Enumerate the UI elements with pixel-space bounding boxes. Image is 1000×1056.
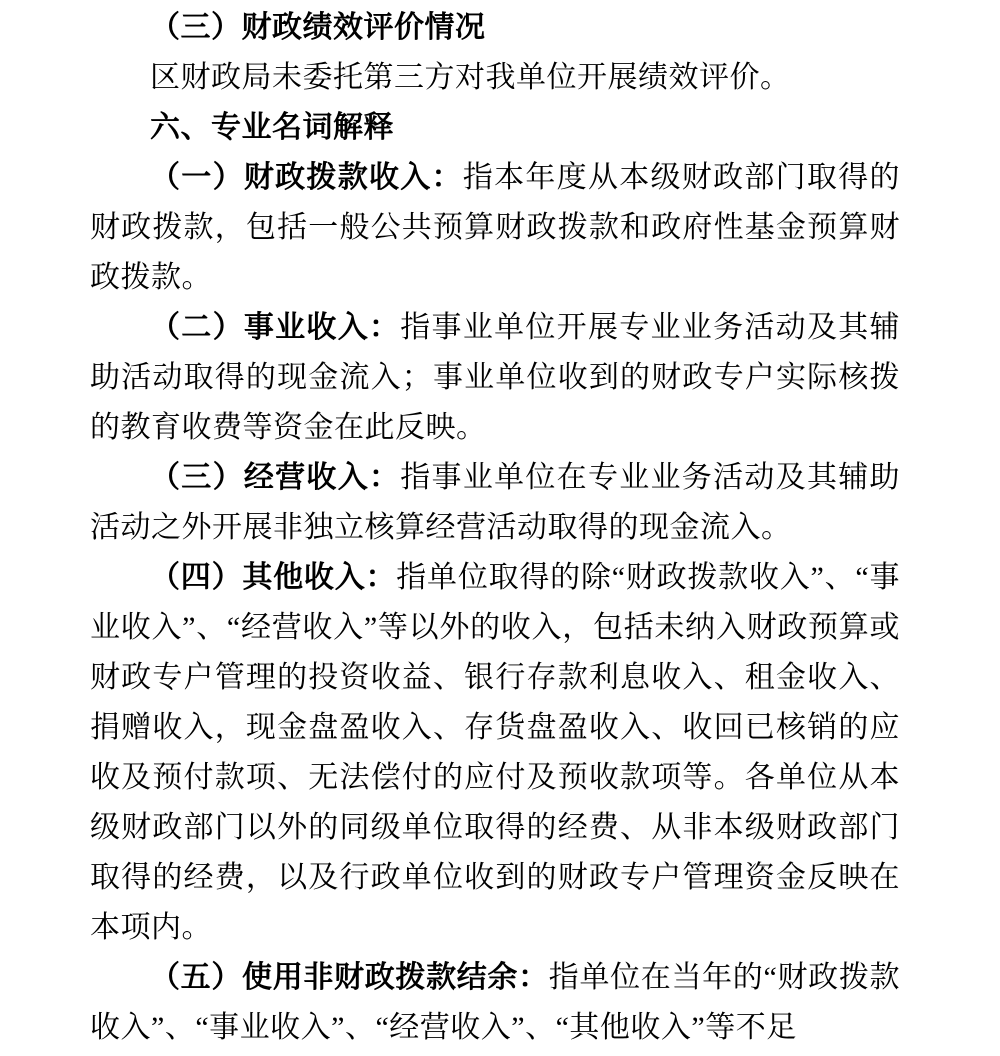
term-label-fiscal-appropriation-income: （一）财政拨款收入： bbox=[150, 161, 463, 194]
term-definition-fiscal-appropriation-income: 指本年度从本级财政部门取得的财政拨款，包括一般公共预算财政拨款和政府性基金预算财政拨款。 bbox=[90, 161, 901, 294]
paragraph-non-fiscal-balance bbox=[90, 953, 900, 1053]
paragraph-other-income bbox=[90, 553, 900, 953]
term-definition-non-fiscal-balance: 指单位在当年的“财政拨款收入”、“事业收入”、“经营收入”、“其他收入”等不足 bbox=[90, 961, 900, 1044]
term-definition-institutional-income: 指事业单位开展专业业务活动及其辅助活动取得的现金流入；事业单位收到的财政专户实际核拨的教育收费等资金在此反映。 bbox=[90, 311, 901, 444]
term-label-operating-income: （三）经营收入： bbox=[150, 461, 401, 494]
term-label-non-fiscal-balance: （五）使用非财政拨款结余： bbox=[150, 961, 549, 994]
term-label-institutional-income: （二）事业收入： bbox=[150, 311, 401, 344]
paragraph-operating-income bbox=[90, 453, 900, 553]
term-label-other-income: （四）其他收入： bbox=[150, 561, 397, 594]
heading-terminology: 六、专业名词解释 bbox=[150, 111, 394, 144]
paragraph-performance-evaluation: 区财政局未委托第三方对我单位开展绩效评价。 bbox=[150, 61, 791, 94]
subheading-performance-evaluation: （三）财政绩效评价情况 bbox=[150, 11, 486, 44]
paragraph-fiscal-appropriation-income bbox=[90, 153, 900, 303]
paragraph-institutional-income bbox=[90, 303, 900, 453]
term-definition-operating-income: 指事业单位在专业业务活动及其辅助活动之外开展非独立核算经营活动取得的现金流入。 bbox=[90, 461, 901, 544]
term-definition-other-income: 指单位取得的除“财政拨款收入”、“事业收入”、“经营收入”等以外的收入，包括未纳入财政预算或财政专户管理的投资收益、银行存款利息收入、租金收入、捐赠收入，现金盘盈收入、存货盘盈收入、收回已核销的应收及预付款项、无法偿付的应付及预收款项等。各单位从本级财政部门以外的同级单位取得的经费、从非本级财政部门取得的经费，以及行政单位收到的财政专户管理资金反映在本项内。 bbox=[90, 561, 901, 944]
